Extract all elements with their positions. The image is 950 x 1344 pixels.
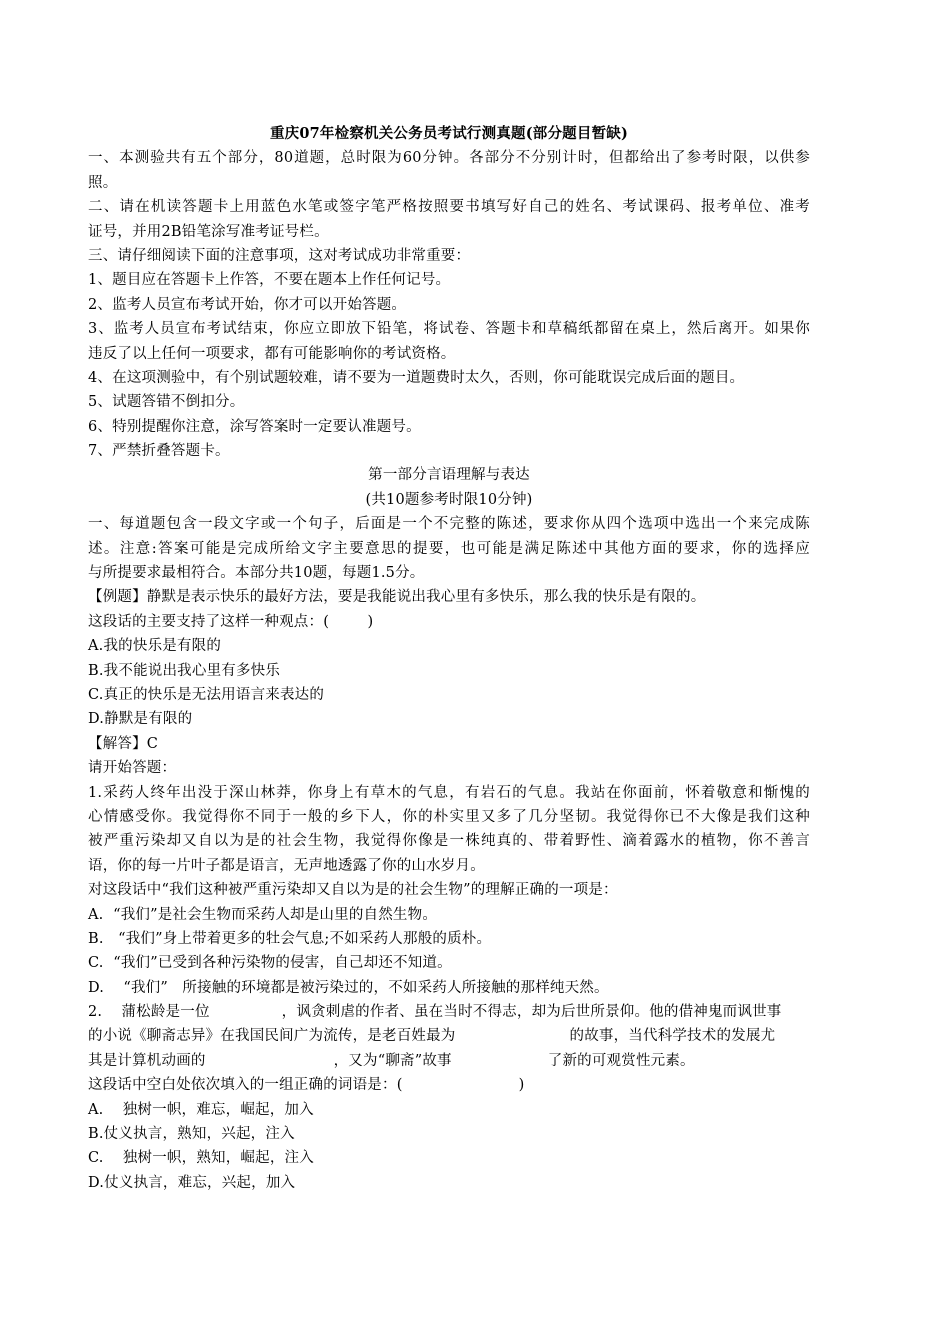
q1-passage-line: 被严重污染却又自以为是的社会生物，我觉得你像是一株纯真的、带着野性、滴着露水的植物，你不善言 <box>88 833 810 850</box>
instruction-line: 违反了以上任何一项要求，都有可能影响你的考试资格。 <box>88 345 456 362</box>
q1-passage-line: 心情感受你。我觉得你不同于一般的乡下人，你的朴实里又多了几分坚韧。我觉得你已不大像是我们这种 <box>88 808 810 825</box>
q2-text: 的小说《聊斋志异》在我国民间广为流传，是老百姓最为 <box>88 1028 456 1045</box>
start-prompt: 请开始答题： <box>88 760 177 777</box>
instruction-line: 5、试题答错不倒扣分。 <box>88 394 245 411</box>
q2-text: 2. 蒲松龄是一位 <box>88 1004 210 1021</box>
instruction-line: 7、严禁折叠答题卡。 <box>88 443 230 460</box>
q2-text: 了新的可观赏性元素。 <box>547 1052 695 1069</box>
q2-option: A. 独树一帜，难忘，崛起，加入 <box>88 1101 314 1118</box>
example-option: D.静默是有限的 <box>88 711 193 728</box>
section-intro-line: 述。注意:答案可能是完成所给文字主要意思的提要，也可能是满足陈述中其他方面的要求，你的选择应 <box>88 540 810 557</box>
instruction-line: 6、特别提醒你注意，涂写答案时一定要认准题号。 <box>88 418 421 435</box>
q2-question-close: ) <box>518 1077 525 1094</box>
example-answer: 【解答】C <box>88 735 159 752</box>
q2-passage-line-1 <box>88 1000 810 1024</box>
example-option: C.真正的快乐是无法用语言来表达的 <box>88 686 325 703</box>
example-option: A.我的快乐是有限的 <box>88 638 222 655</box>
instruction-line: 4、在这项测验中，有个别试题较难，请不要为一道题费时太久，否则，你可能耽误完成后面的题目。 <box>88 369 745 386</box>
q1-passage-line: 语，你的每一片叶子都是语言，无声地透露了你的山水岁月。 <box>88 857 485 874</box>
q2-question <box>88 1073 810 1097</box>
q1-option: A. “我们”是社会生物而采药人却是山里的自然生物。 <box>88 906 438 923</box>
example-stem: 【例题】静默是表示快乐的最好方法，要是我能说出我心里有多快乐，那么我的快乐是有限的。 <box>88 589 706 606</box>
q2-passage-line-2 <box>88 1024 810 1048</box>
q2-text: 其是计算机动画的 <box>88 1052 206 1069</box>
q2-text: 的故事，当代科学技术的发展尤 <box>569 1028 776 1045</box>
section-subheading: (共10题参考时限10分钟) <box>365 491 533 508</box>
section-intro-line: 与所提要求最相符合。本部分共10题，每题1.5分。 <box>88 565 425 582</box>
instruction-line: 一、本测验共有五个部分，80道题，总时限为60分钟。各部分不分别计时，但都给出了参考时限，以供参 <box>88 150 810 167</box>
document-title: 重庆07年检察机关公务员考试行测真题(部分题目暂缺) <box>269 125 629 142</box>
q1-option: B. “我们”身上带着更多的牡会气息;不如采药人那般的质朴。 <box>88 930 492 947</box>
instruction-line: 照。 <box>88 174 118 191</box>
q2-option: D.仗义执言，难忘，兴起，加入 <box>88 1174 296 1191</box>
q2-text: ，讽贪刺虐的作者、虽在当时不得志，却为后世所景仰。他的借神鬼而讽世事 <box>281 1004 782 1021</box>
section-heading: 第一部分言语理解与表达 <box>368 467 530 484</box>
instruction-line: 证号，并用2B铅笔涂写准考证号栏。 <box>88 223 329 240</box>
instruction-line: 二、请在机读答题卡上用蓝色水笔或签字笔严格按照要书填写好自己的姓名、考试课码、报考单位、准考 <box>88 199 810 216</box>
instruction-line: 三、请仔细阅读下面的注意事项，这对考试成功非常重要： <box>88 247 471 264</box>
q1-option: C. “我们”已受到各种污染物的侵害，自己却还不知道。 <box>88 955 452 972</box>
instruction-line: 2、监考人员宣布考试开始，你才可以开始答题。 <box>88 296 407 313</box>
q2-option: C. 独树一帜，熟知，崛起，注入 <box>88 1150 314 1167</box>
document-page <box>88 122 810 1195</box>
q2-passage-line-3 <box>88 1049 810 1073</box>
example-option: B.我不能说出我心里有多快乐 <box>88 662 281 679</box>
q2-option: B.仗义执言，熟知，兴起，注入 <box>88 1126 295 1143</box>
example-question: 这段话的主要支持了这样一种观点：( ) <box>88 613 374 630</box>
q1-question: 对这段话中“我们这种被严重污染却又自以为是的社会生物”的理解正确的一项是： <box>88 882 618 899</box>
q1-passage-line: 1.采药人终年出没于深山林莽，你身上有草木的气息，有岩石的气息。我站在你面前，怀着敬意和惭愧的 <box>88 784 810 801</box>
section-intro-line: 一、每道题包含一段文字或一个句子，后面是一个不完整的陈述，要求你从四个选项中选出一个来完成陈 <box>88 516 810 533</box>
q2-question-text: 这段话中空白处依次填入的一组正确的词语是：( <box>88 1077 403 1094</box>
instruction-line: 1、题目应在答题卡上作答，不要在题本上作任何记号。 <box>88 272 451 289</box>
q2-text: ，又为“聊斋”故事 <box>333 1052 452 1069</box>
q1-option: D. “我们” 所接触的环境都是被污染过的，不如采药人所接触的那样纯天然。 <box>88 979 609 996</box>
instruction-line: 3、监考人员宣布考试结束，你应立即放下铅笔，将试卷、答题卡和草稿纸都留在桌上，然后离开。如果你 <box>88 321 810 338</box>
